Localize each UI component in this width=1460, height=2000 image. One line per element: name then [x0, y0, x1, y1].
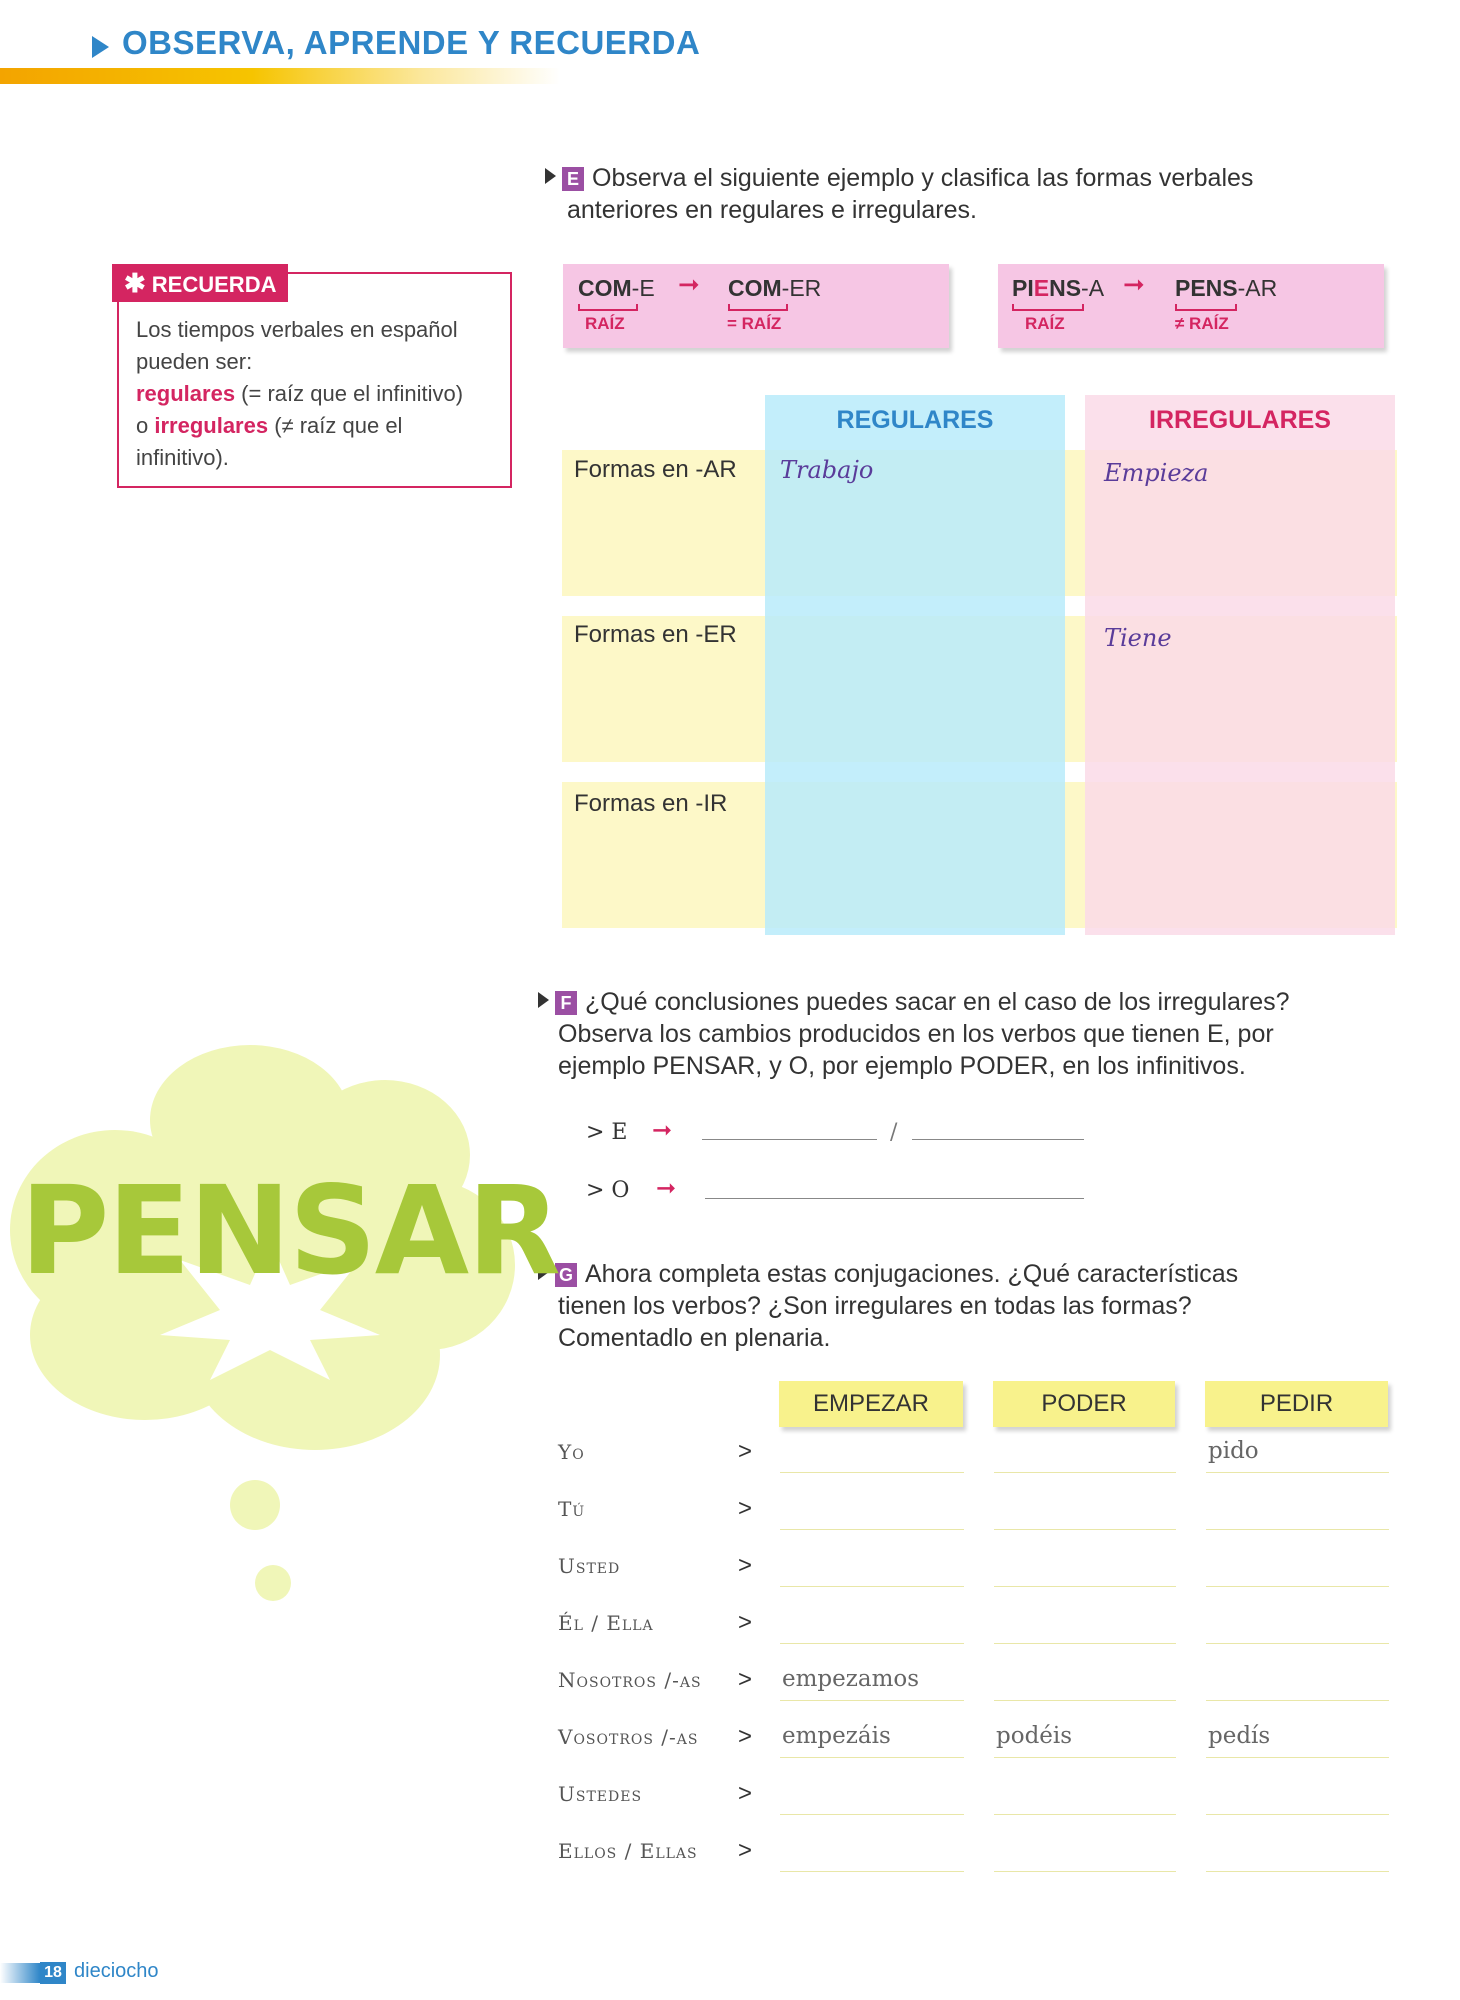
root-text: PENS	[1175, 275, 1238, 301]
conjugation-answer[interactable]: pedís	[1208, 1723, 1271, 1749]
row-arrow: >	[738, 1438, 753, 1465]
recuerda-tab-label: RECUERDA	[151, 272, 277, 297]
pronoun-label: Nosotros /-as	[558, 1668, 702, 1692]
example-come-a	[578, 275, 655, 302]
conjugation-input-line[interactable]	[780, 1529, 964, 1530]
verb-header-pedir: PEDIR	[1205, 1381, 1388, 1427]
regulares-term: regulares	[136, 381, 236, 406]
irregulares-term: irregulares	[154, 413, 269, 438]
exercise-f-text: ¿Qué conclusiones puedes sacar en el caso de los irregulares?	[585, 988, 1290, 1016]
conjugation-input-line[interactable]	[1206, 1472, 1389, 1473]
exercise-e-line: anteriores en regulares e irregulares.	[567, 196, 977, 224]
root-text: COM	[728, 275, 782, 301]
exercise-g-line: tienen los verbos? ¿Son irregulares en todas las formas?	[558, 1292, 1192, 1320]
arrow-right-icon: ➞	[678, 270, 700, 300]
exercise-g-instructions	[538, 1258, 1438, 1354]
conjugation-input-line[interactable]	[994, 1472, 1176, 1473]
recuerda-line: pueden ser:	[136, 349, 253, 374]
row-arrow: >	[738, 1723, 753, 1750]
answer-irregular-er[interactable]: Tiene	[1104, 624, 1172, 652]
conjugation-input-line[interactable]	[780, 1871, 964, 1872]
row-label-ir: Formas en -IR	[574, 790, 728, 817]
row-arrow: >	[738, 1780, 753, 1807]
conjugation-input-line[interactable]	[1206, 1529, 1389, 1530]
pronoun-label: Vosotros /-as	[558, 1725, 699, 1749]
answer-irregular-ar[interactable]: Empieza	[1104, 459, 1209, 487]
arrow-right-icon: ➞	[652, 1116, 673, 1144]
conjugation-input-line[interactable]	[994, 1586, 1176, 1587]
exercise-e-text: Observa el siguiente ejemplo y clasifica las formas verbales	[592, 164, 1254, 192]
conjugation-input-line[interactable]	[1206, 1643, 1389, 1644]
exercise-f-line	[538, 986, 1438, 1018]
different-root-label: ≠ RAÍZ	[1175, 314, 1229, 333]
play-triangle-icon	[538, 992, 549, 1008]
ending-text: -E	[631, 275, 655, 301]
arrow-right-icon: ➞	[656, 1174, 677, 1202]
row-arrow: >	[738, 1495, 753, 1522]
asterisk-icon: ✱	[124, 268, 146, 298]
conjugation-input-line[interactable]	[1206, 1814, 1389, 1815]
root-text: COM	[578, 275, 632, 301]
conjugation-answer[interactable]: empezáis	[782, 1723, 891, 1749]
recuerda-text-part: o	[136, 413, 155, 438]
pensar-word: PENSAR	[20, 1160, 560, 1302]
root-brace	[1175, 304, 1237, 311]
recuerda-line: Los tiempos verbales en español	[136, 317, 458, 342]
row-arrow: >	[738, 1837, 753, 1864]
recuerda-text-part: (= raíz que el infinitivo)	[235, 381, 464, 406]
equal-root-label: = RAÍZ	[727, 314, 782, 333]
conjugation-input-line[interactable]	[780, 1700, 964, 1701]
e-change-label: > E	[586, 1120, 628, 1145]
irregulares-header: IRREGULARES	[1149, 406, 1331, 434]
arrow-right-icon: ➞	[1123, 270, 1145, 300]
conjugation-answer[interactable]: podéis	[996, 1723, 1073, 1749]
example-piensa-a	[1012, 275, 1104, 302]
pronoun-label: Ellos / Ellas	[558, 1839, 698, 1863]
example-come-b	[728, 275, 821, 302]
conjugation-input-line[interactable]	[994, 1529, 1176, 1530]
answer-regular-ar[interactable]: Trabajo	[780, 456, 874, 484]
section-title: OBSERVA, APRENDE Y RECUERDA	[122, 24, 701, 61]
conjugation-input-line[interactable]	[994, 1700, 1176, 1701]
pronoun-label: Ustedes	[558, 1782, 643, 1806]
recuerda-tab	[112, 264, 288, 302]
conjugation-input-line[interactable]	[1206, 1757, 1389, 1758]
cloud-dot	[255, 1565, 291, 1601]
exercise-g-text: Ahora completa estas conjugaciones. ¿Qué características	[585, 1260, 1239, 1288]
conjugation-input-line[interactable]	[780, 1643, 964, 1644]
conjugation-input-line[interactable]	[780, 1757, 964, 1758]
exercise-g-badge: G	[555, 1263, 577, 1287]
pronoun-label: Yo	[558, 1440, 585, 1464]
conjugation-input-line[interactable]	[1206, 1700, 1389, 1701]
highlight-letter: E	[1033, 275, 1050, 301]
root-brace	[578, 304, 638, 311]
recuerda-line	[136, 378, 506, 410]
conjugation-input-line[interactable]	[994, 1757, 1176, 1758]
conjugation-input-line[interactable]	[780, 1814, 964, 1815]
ending-text: -A	[1081, 275, 1105, 301]
root-label: RAÍZ	[1025, 314, 1065, 333]
pronoun-label: Usted	[558, 1554, 621, 1578]
page-number: 18	[40, 1962, 66, 1984]
recuerda-line	[136, 410, 506, 442]
exercise-e-instructions	[545, 162, 1425, 226]
pronoun-label: Él / Ella	[558, 1611, 654, 1635]
header-triangle-icon	[92, 36, 109, 58]
verb-header-empezar: EMPEZAR	[779, 1381, 963, 1427]
regulares-header: REGULARES	[836, 406, 994, 434]
row-arrow: >	[738, 1666, 753, 1693]
example-piensa-b	[1175, 275, 1277, 302]
ending-text: -ER	[781, 275, 822, 301]
conjugation-input-line[interactable]	[994, 1643, 1176, 1644]
recuerda-text-part: (≠ raíz que el	[268, 413, 403, 438]
conjugation-input-line[interactable]	[994, 1814, 1176, 1815]
exercise-f-instructions	[538, 986, 1438, 1082]
exercise-e-badge: E	[562, 167, 584, 191]
o-change-label: > O	[586, 1178, 630, 1203]
conjugation-input-line[interactable]	[1206, 1586, 1389, 1587]
conjugation-input-line[interactable]	[780, 1472, 964, 1473]
exercise-g-line	[538, 1258, 1438, 1290]
row-label-er: Formas en -ER	[574, 621, 737, 648]
root-text: PI	[1012, 275, 1034, 301]
conjugation-input-line[interactable]	[994, 1871, 1176, 1872]
row-label-ar: Formas en -AR	[574, 456, 737, 483]
row-arrow: >	[738, 1609, 753, 1636]
o-answer-line[interactable]	[705, 1198, 1084, 1199]
cloud-dot	[230, 1480, 280, 1530]
pensar-illustration	[0, 1040, 560, 1600]
play-triangle-icon	[545, 168, 556, 184]
e-answer-line-2[interactable]	[912, 1139, 1084, 1140]
root-brace	[1012, 304, 1084, 311]
exercise-f-line: Observa los cambios producidos en los verbos que tienen E, por	[558, 1020, 1274, 1048]
conjugation-input-line[interactable]	[1206, 1871, 1389, 1872]
conjugation-answer[interactable]: empezamos	[782, 1666, 920, 1692]
pronoun-label: Tú	[558, 1497, 586, 1521]
exercise-g-line: Comentadlo en plenaria.	[558, 1324, 831, 1352]
slash-separator: /	[890, 1120, 898, 1145]
row-arrow: >	[738, 1552, 753, 1579]
footer-bar	[0, 1963, 40, 1983]
ending-text: -AR	[1237, 275, 1278, 301]
exercise-e-line	[545, 162, 1425, 194]
header-bar	[0, 68, 560, 84]
e-answer-line-1[interactable]	[702, 1139, 877, 1140]
recuerda-text	[136, 314, 506, 474]
verb-header-poder: PODER	[993, 1381, 1175, 1427]
root-label: RAÍZ	[585, 314, 625, 333]
page-word: dieciocho	[74, 1960, 159, 1982]
conjugation-input-line[interactable]	[780, 1586, 964, 1587]
recuerda-line: infinitivo).	[136, 445, 229, 470]
root-brace	[728, 304, 788, 311]
conjugation-answer[interactable]: pido	[1208, 1438, 1259, 1464]
exercise-f-line: ejemplo PENSAR, y O, por ejemplo PODER, en los infinitivos.	[558, 1052, 1246, 1080]
root-text: NS	[1049, 275, 1082, 301]
exercise-f-badge: F	[555, 991, 577, 1015]
